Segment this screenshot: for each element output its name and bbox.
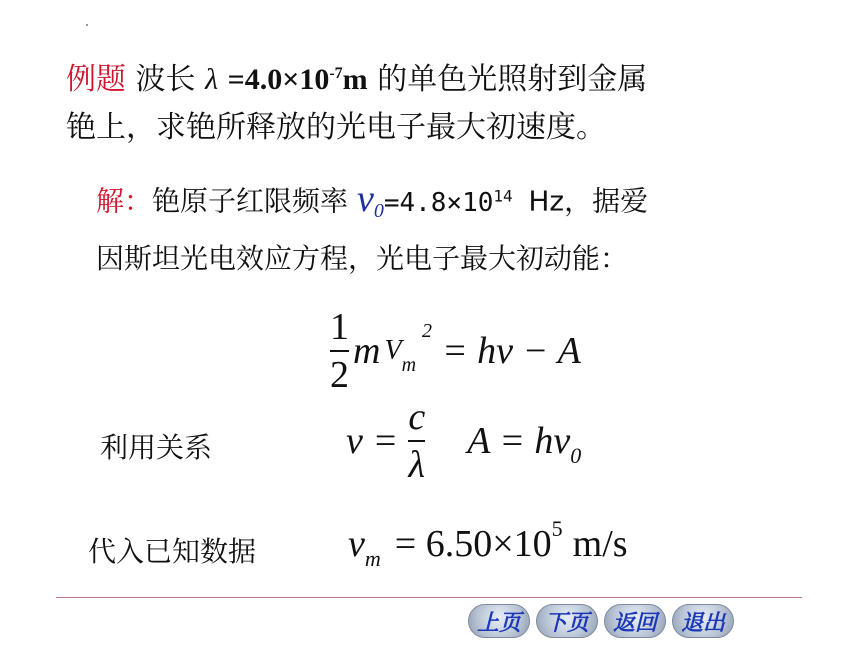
equals-sign: = xyxy=(374,420,397,462)
problem-label: 例题 xyxy=(66,62,126,97)
solution-text-a: 铯原子红限频率 xyxy=(152,184,349,218)
equation-rhs: = hν − A xyxy=(442,330,581,372)
exit-button[interactable]: 退出 xyxy=(672,604,734,638)
result-label: 代入已知数据 xyxy=(88,535,257,568)
problem-text-b: 的单色光照射到金属 xyxy=(377,62,648,97)
relation-label: 利用关系 xyxy=(100,431,213,464)
lambda-symbol: λ xyxy=(205,63,219,96)
result-equation xyxy=(348,516,628,571)
result-value: = $6.50\times 10^5$ xyxy=(394,516,563,565)
solution-statement xyxy=(96,172,796,283)
navigation-bar xyxy=(468,604,734,638)
einstein-equation xyxy=(330,308,581,394)
nu-zero-symbol: $\nu_0$ xyxy=(356,177,384,222)
decorative-dot xyxy=(86,24,88,26)
c-over-lambda-fraction: $\frac{c}{\lambda}$ xyxy=(408,396,426,486)
wavelength-value: $=4.0\times 10^{-7}m$ xyxy=(227,63,368,96)
threshold-frequency: $=4.8\times 10^{14}$ xyxy=(383,186,513,218)
solution-label: 解： xyxy=(96,184,153,218)
relation-equations xyxy=(346,398,581,484)
solution-line-2: 因斯坦光电效应方程，光电子最大初动能： xyxy=(96,241,629,275)
result-unit: m/s xyxy=(572,523,628,565)
work-function-equation: $A = h\nu_0$ xyxy=(467,420,582,468)
solution-line-1 xyxy=(96,172,796,235)
problem-text-a: 波长 xyxy=(135,62,196,97)
vm-symbol: $v_m$ xyxy=(348,523,381,571)
next-page-button[interactable]: 下页 xyxy=(536,604,598,638)
mass-symbol: m xyxy=(353,330,381,372)
prev-page-button[interactable]: 上页 xyxy=(468,604,530,638)
velocity-symbol: $V_m^2$ xyxy=(384,320,433,376)
problem-line-2: 铯上，求铯所释放的光电子最大初速度。 xyxy=(66,110,606,145)
back-button[interactable]: 返回 xyxy=(604,604,666,638)
footer-divider xyxy=(56,597,802,598)
problem-line-1 xyxy=(66,50,786,104)
problem-statement xyxy=(66,50,786,152)
solution-unit-text: Hz，据爱 xyxy=(528,184,649,218)
one-half-fraction: $\frac{1}{2}$ xyxy=(330,306,349,396)
nu-symbol: ν xyxy=(346,420,363,462)
